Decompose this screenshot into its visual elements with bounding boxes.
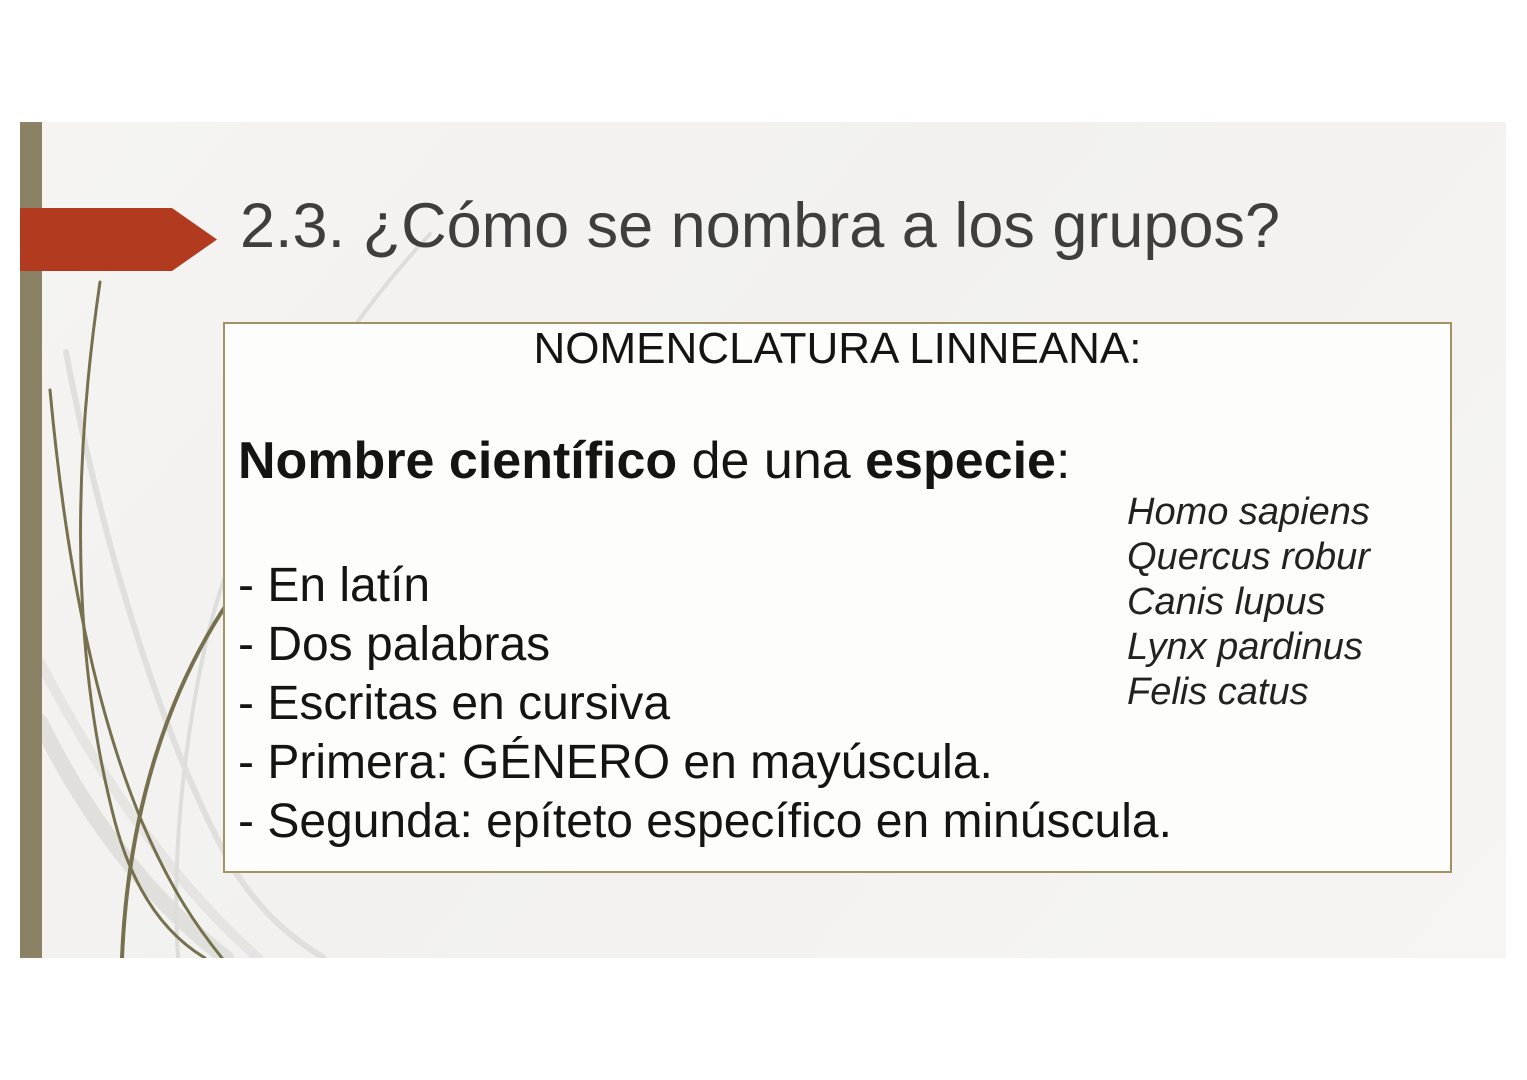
slide-title: 2.3. ¿Cómo se nombra a los grupos? — [240, 191, 1281, 261]
species-name: Canis lupus — [1127, 581, 1326, 623]
intro-mid-text: de una — [677, 432, 866, 490]
species-name: Quercus robur — [1127, 536, 1370, 578]
species-name: Felis catus — [1127, 671, 1309, 713]
species-name: Homo sapiens — [1127, 491, 1370, 533]
intro-colon: : — [1055, 432, 1071, 490]
species-name: Lynx pardinus — [1127, 626, 1363, 668]
bullet-item: - Primera: GÉNERO en mayúscula. — [238, 736, 993, 789]
intro-bold-nombre-cientifico: Nombre científico — [238, 432, 678, 490]
bullet-item: - Escritas en cursiva — [238, 677, 671, 730]
bullet-item: - Dos palabras — [238, 618, 551, 671]
content-box — [223, 322, 1452, 873]
bullet-list — [238, 556, 1172, 851]
intro-line — [238, 430, 1070, 492]
box-heading: NOMENCLATURA LINNEANA: — [533, 324, 1142, 373]
intro-bold-especie: especie — [865, 432, 1056, 490]
bullet-item: - En latín — [238, 559, 431, 612]
species-examples-list — [1127, 490, 1370, 715]
bullet-item: - Segunda: epíteto específico en minúscula. — [238, 795, 1172, 848]
slide — [20, 122, 1506, 958]
